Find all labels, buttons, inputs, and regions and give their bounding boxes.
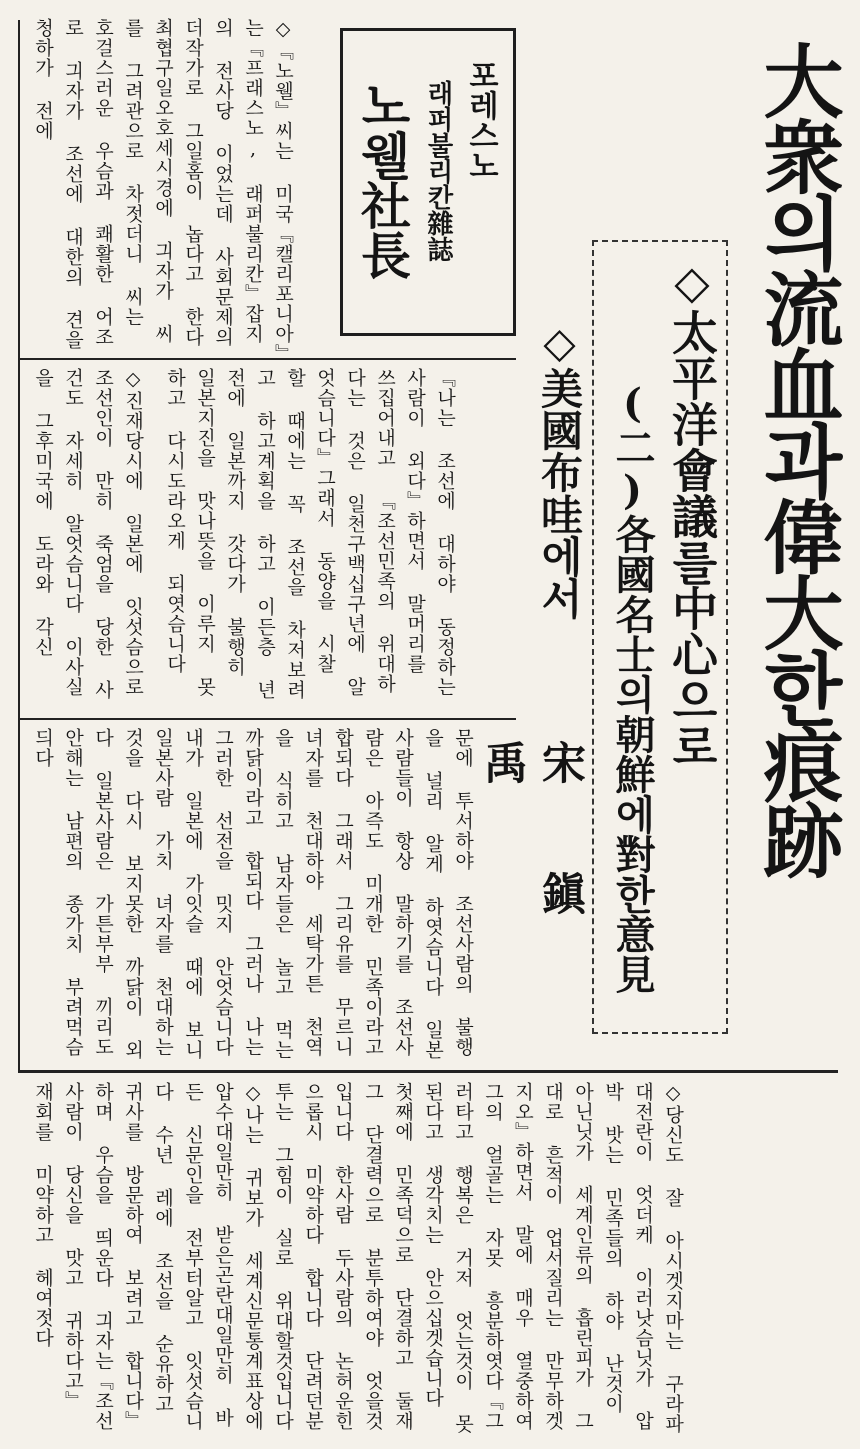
rule-bottom	[18, 1070, 838, 1073]
subheadline-pacific: ◇太平洋會議를中心으로	[665, 255, 719, 769]
subheadline-korea-opinions: (二)各國名士의朝鮮에對한意見	[609, 380, 656, 994]
boxed-line-noel: 노웰社長	[353, 80, 412, 280]
rule-top-left	[18, 358, 516, 360]
boxed-line-fresno: 포레스노	[463, 60, 498, 180]
boxed-line-republican: 래퍼불리칸雜誌	[423, 80, 453, 262]
body-column-bottom: ◇당신도 잘 아시겟지마는 구라파대전란이 엇더케 이러낫슴닛가 압박 밧는 민족들의 하야 난것이 아닌닛가 세계인류의 흡린피가 그대로 흔적이 업서질리는 만무하겟지오』하면서 말에 매우 열중하여 그의 얼골는 자못 흥분하엿다『그러타고 행복은 거저 엇는것이 못된다고 생각치는 안으십겟습니다 첫째에 민족덕으로 단결하고 둘재 그 단결력으로 분투하여야 엇을것입니다 한사람 두사람의 논허운힌으롭시 미약하다 합니다 단려던분투는 그힘이 실로 위대할것입니다 ◇나는 귀보가 세계신문통계표상에 압수대일만히 받은곤란대일만히 바든 신문인을 전부터알고 잇섯슴니다 수년 레에 조선을 순유하고 귀사를 방문하여 보려고 합니다』하며 우슴을 띄운다 긔자는『조선사람이 당신을 맛고 귀하다고』 재회를 미약하고 헤여젓다	[32, 1082, 684, 1434]
body-column-mid-center: 『나는 조선에 대하야 동정하는 사람이 외다』하면서 말머리를 쓰집어내고 『조선민족의 위대하다는 것은 일천구백십구년에 알엇슴니다』그래서 동양을 시찰 할 때에는 꼭 조선을 차저보려고 하고계획을 하고 이든층 년전에 일본까지 갓다가 불행히 일본지진을 맛나뜻을 이루지 못하고 다시도라오게 되엿슴니다	[164, 368, 456, 700]
body-column-mid-left: ◇진재당시에 일본에 잇섯슴으로 조선인이 만히 죽엄을 당한 사건도 자세히 알엇슴니다 이사실을 그후미국에 도라와 각신	[32, 368, 144, 700]
body-column-mid-lower: 문에 투서하야 조선사람의 불행을 널리 알게 하엿슴니다 일본 사람들이 항상 말하기를 조선사람은 아즉도 미개한 민족이라고 합되다 그래서 그리유를 무르니 녀자를 천대하야 세탁가튼 천역을 식히고 남자들은 놀고 먹는 까닭이라고 합되다 그러나 나는 그러한 선전을 밋지 안엇슴니다 내가 일본에 가잇슬 때에 보니 일본사람 가치 녀자를 천대하는 것을 다시 보지못한 까닭이 외다 일본사람은 가튼부부 끼리도 안해는 남편의 종가치 부려먹슴듸다	[32, 728, 474, 1060]
dateline-hawaii: ◇美國布哇에서	[535, 318, 584, 619]
author-name: 宋 鎭 禹	[476, 740, 585, 933]
main-headline: 大衆의流血과偉大한痕跡	[750, 40, 844, 876]
rule-vertical-left	[18, 20, 20, 1070]
body-column-top-left: ◇『노웰』씨는 미국『캘리포니아』는『프래스노, 래퍼불리칸』잡지의 전사당 이었는데 사회문제의 더작가로 그일홈이 놉다고 한다 최협구일오호세시경에 긔자가 씨를 그려관으로 차젓더니 씨는 호걸스러운 우슴과 쾌활한 어조로 긔자가 조선에 대한의 견을 청하가 전에	[32, 18, 294, 355]
rule-mid	[18, 718, 516, 720]
